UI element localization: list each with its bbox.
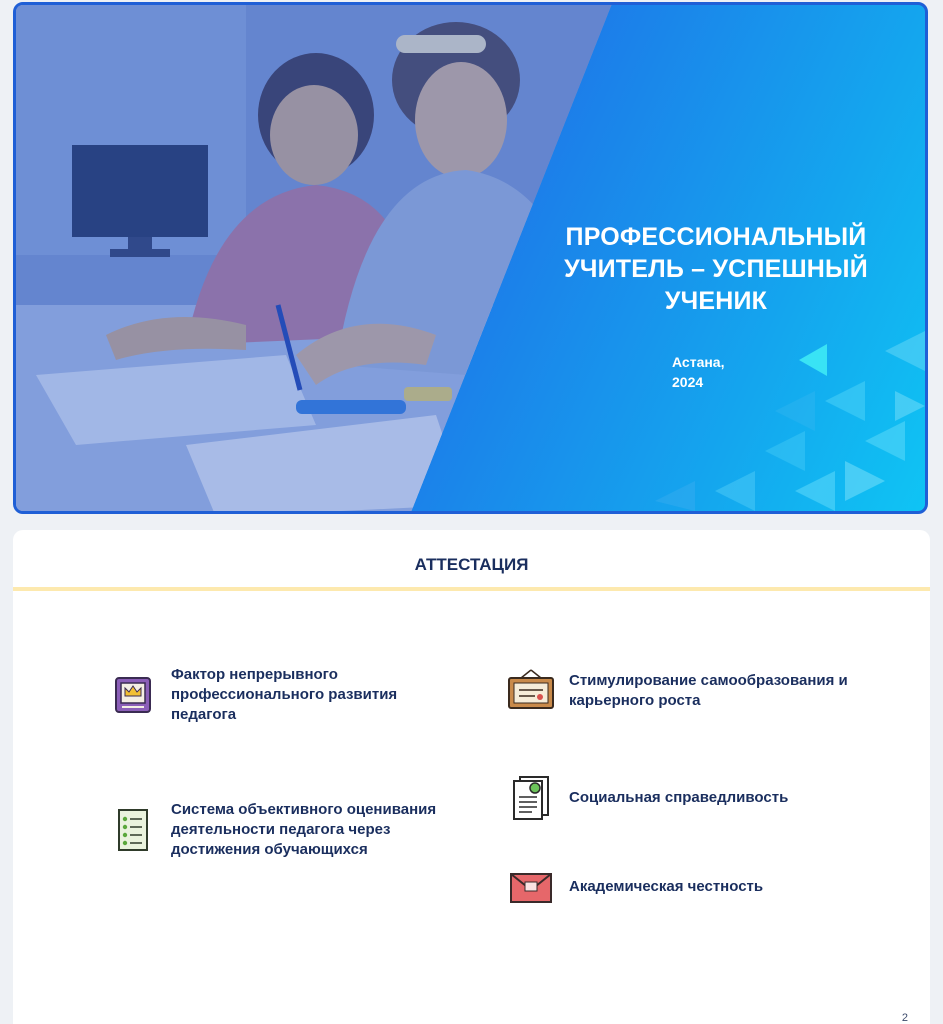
list-item-label: Академическая честность (569, 878, 764, 895)
list-item-academic-honesty (507, 863, 867, 911)
book-crown-icon (109, 671, 157, 719)
slide-heading: АТТЕСТАЦИЯ (414, 555, 529, 574)
triangle-pattern-decoration (595, 311, 925, 511)
arrow-left-icon (799, 344, 827, 376)
list-item-social-justice (507, 774, 867, 822)
city-label: Астана, (672, 354, 725, 370)
list-item-objective-assessment (109, 800, 449, 860)
page-number: 2 (901, 1012, 908, 1024)
document-award-icon (507, 774, 555, 822)
certificate-icon (507, 667, 555, 715)
slide-title: ПРОФЕССИОНАЛЬНЫЙ УЧИТЕЛЬ – УСПЕШНЫЙ УЧЕНИК (564, 223, 868, 315)
attestation-slide (13, 530, 930, 1024)
list-item-label: Фактор непрерывного профессионального развития педагога (171, 666, 398, 723)
title-slide (13, 2, 928, 514)
list-item-label: Система объективного оценивания деятельности педагога через достижения обучающихся (171, 801, 437, 858)
year-label: 2024 (672, 374, 704, 390)
list-item-professional-development (109, 665, 449, 725)
checklist-icon (109, 806, 157, 854)
list-item-label: Социальная справедливость (569, 789, 789, 806)
envelope-icon (507, 863, 555, 911)
list-item-self-education (507, 667, 867, 715)
list-item-label: Стимулирование самообразования и карьерного роста (569, 672, 848, 709)
heading-divider (13, 587, 930, 591)
